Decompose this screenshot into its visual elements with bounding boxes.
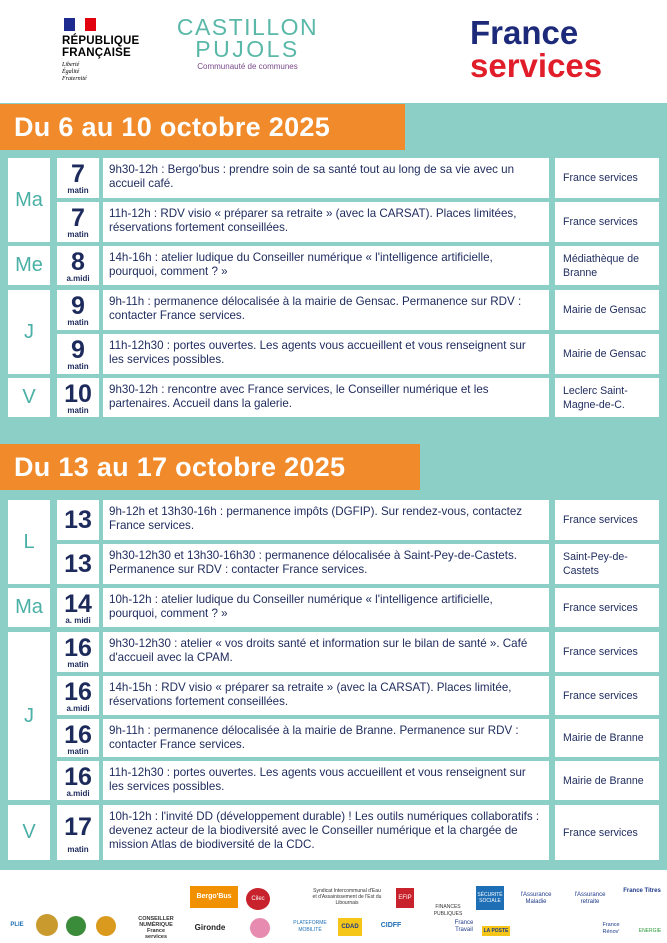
date-cell bbox=[57, 544, 99, 584]
plie-logo: PLIE bbox=[10, 922, 24, 928]
date-number: 16 bbox=[64, 763, 92, 791]
event-location: France services bbox=[555, 500, 659, 540]
assurance-maladie-logo: l'Assurance Maladie bbox=[520, 892, 552, 905]
event-location: Mairie de Gensac bbox=[555, 290, 659, 330]
energie-logo: ENERGIE bbox=[638, 928, 662, 934]
date-cell bbox=[57, 588, 99, 627]
event-description: 9h-11h : permanence délocalisée à la mairie de Gensac. Permanence sur RDV : contacter France services. bbox=[103, 290, 549, 330]
event-description: 9h30-12h30 et 13h30-16h30 : permanence délocalisée à Saint-Pey-de-Castets. Permanence sur RDV : contacter France services. bbox=[103, 544, 549, 584]
gironde-logo: Gironde bbox=[194, 923, 226, 932]
date-period: matin bbox=[67, 406, 89, 415]
event-location: France services bbox=[555, 632, 659, 672]
event-location: Saint-Pey-de-Castets bbox=[555, 544, 659, 584]
event-location: Mairie de Gensac bbox=[555, 334, 659, 374]
date-number: 17 bbox=[64, 813, 92, 841]
event-location: Médiathèque de Branne bbox=[555, 246, 659, 285]
event-location: France services bbox=[555, 202, 659, 242]
date-cell bbox=[57, 719, 99, 757]
date-cell bbox=[57, 761, 99, 800]
fs-line2: services bbox=[470, 47, 603, 84]
week-title: Du 13 au 17 octobre 2025 bbox=[0, 444, 420, 490]
assurance-retraite-logo: l'Assurance retraite bbox=[574, 892, 606, 905]
cp-line2: PUJOLS bbox=[195, 36, 300, 62]
date-number: 16 bbox=[64, 634, 92, 662]
event-description: 10h-12h : l'invité DD (développement durable) ! Les outils numériques collaboratifs : devenez acteur de la biodiversité avec le Conseiller numérique et la chargée de mission Atlas de biodiversité de la CDC. bbox=[103, 805, 549, 860]
event-location: Mairie de Branne bbox=[555, 761, 659, 800]
event-location: Leclerc Saint-Magne-de-C. bbox=[555, 378, 659, 417]
day-label: V bbox=[8, 378, 50, 417]
event-description: 9h30-12h : Bergo'bus : prendre soin de sa santé tout au long de sa vie avec un accueil café. bbox=[103, 158, 549, 198]
date-number: 7 bbox=[71, 204, 85, 232]
event-description: 14h-15h : RDV visio « préparer sa retraite » (avec la CARSAT). Places limitée, réservations fortement conseillées. bbox=[103, 676, 549, 715]
partner-badge-icon bbox=[36, 914, 58, 936]
day-label: Ma bbox=[8, 158, 50, 242]
cdad-logo: CDAD bbox=[338, 918, 362, 936]
date-number: 7 bbox=[71, 160, 85, 188]
date-period: matin bbox=[67, 318, 89, 327]
day-label: L bbox=[8, 500, 50, 584]
la-poste-logo: LA POSTE bbox=[483, 928, 509, 934]
date-cell bbox=[57, 500, 99, 540]
rf-motto2: Égalité bbox=[62, 69, 80, 75]
conseiller-numerique-logo: CONSEILLER NUMÉRIQUE France services bbox=[138, 916, 174, 940]
partner-badge-icon bbox=[250, 918, 270, 938]
date-cell bbox=[57, 202, 99, 242]
event-location: France services bbox=[555, 676, 659, 715]
date-period: matin bbox=[67, 186, 89, 195]
header bbox=[0, 0, 667, 98]
day-label: J bbox=[8, 632, 50, 800]
syndicat-eau-logo: Syndicat Intercommunal d'Eau et d'Assainissement de l'Est du Libournais bbox=[312, 888, 382, 906]
date-cell bbox=[57, 632, 99, 672]
rf-motto3: Fraternité bbox=[62, 76, 87, 82]
event-description: 9h-11h : permanence délocalisée à la mairie de Branne. Permanence sur RDV : contacter France services. bbox=[103, 719, 549, 757]
day-label: Ma bbox=[8, 588, 50, 627]
france-titres-logo: France Titres bbox=[623, 888, 661, 894]
date-number: 10 bbox=[64, 380, 92, 408]
event-description: 9h-12h et 13h30-16h : permanence impôts (DGFIP). Sur rendez-vous, contactez France services. bbox=[103, 500, 549, 540]
cp-line1: CASTILLON bbox=[176, 14, 319, 40]
cilec-logo: Cilec bbox=[246, 888, 270, 910]
date-period: a.midi bbox=[66, 789, 90, 798]
france-renov-logo: France Rénov' bbox=[602, 922, 620, 935]
date-cell bbox=[57, 805, 99, 860]
fs-line1: France bbox=[470, 14, 579, 51]
event-location: France services bbox=[555, 805, 659, 860]
day-label: J bbox=[8, 290, 50, 374]
date-period: matin bbox=[67, 747, 89, 756]
event-location: France services bbox=[555, 588, 659, 627]
date-cell bbox=[57, 290, 99, 330]
event-description: 9h30-12h : rencontre avec France services, le Conseiller numérique et les partenaires. Accueil dans la galerie. bbox=[103, 378, 549, 417]
plateforme-mobilite-logo: PLATEFORME MOBILITÉ bbox=[293, 920, 327, 933]
date-number: 16 bbox=[64, 678, 92, 706]
week-title: Du 6 au 10 octobre 2025 bbox=[0, 104, 405, 150]
event-description: 9h30-12h30 : atelier « vos droits santé et information sur le bilan de santé ». Café d'accueil avec la CPAM. bbox=[103, 632, 549, 672]
date-period: a. midi bbox=[65, 616, 91, 625]
day-label: V bbox=[8, 805, 50, 860]
france-services-logo bbox=[470, 16, 640, 82]
date-cell bbox=[57, 158, 99, 198]
french-flag-icon bbox=[64, 18, 96, 31]
date-number: 9 bbox=[71, 336, 85, 364]
bergobus-logo: Bergo'Bus bbox=[190, 886, 238, 908]
securite-sociale-logo: SÉCURITÉ SOCIALE bbox=[476, 886, 504, 910]
date-number: 13 bbox=[64, 550, 92, 578]
event-description: 11h-12h30 : portes ouvertes. Les agents vous accueillent et vous renseignent sur les services possibles. bbox=[103, 334, 549, 374]
date-number: 9 bbox=[71, 292, 85, 320]
rf-line1: RÉPUBLIQUE bbox=[62, 35, 140, 47]
cidff-logo: CIDFF bbox=[380, 922, 402, 929]
date-number: 8 bbox=[71, 248, 85, 276]
cp-line3: Communauté de communes bbox=[197, 62, 298, 71]
date-cell bbox=[57, 334, 99, 374]
event-description: 10h-12h : atelier ludique du Conseiller numérique « l'intelligence artificielle, pourquoi, comment ? » bbox=[103, 588, 549, 627]
rf-motto1: Liberté bbox=[62, 62, 80, 68]
event-description: 14h-16h : atelier ludique du Conseiller numérique « l'intelligence artificielle, pourquoi, comment ? » bbox=[103, 246, 549, 285]
date-period: matin bbox=[67, 845, 89, 854]
efip-logo: EFIP bbox=[396, 888, 414, 908]
france-travail-logo: France Travail bbox=[454, 920, 474, 933]
date-number: 14 bbox=[64, 590, 92, 618]
castillon-pujols-logo bbox=[165, 16, 330, 71]
date-number: 16 bbox=[64, 721, 92, 749]
partner-badge-icon bbox=[66, 916, 86, 936]
partner-logos bbox=[0, 880, 667, 943]
event-description: 11h-12h30 : portes ouvertes. Les agents vous accueillent et vous renseignent sur les services possibles. bbox=[103, 761, 549, 800]
republique-francaise-logo bbox=[62, 18, 152, 83]
finances-publiques-logo: FINANCES PUBLIQUES bbox=[433, 904, 463, 917]
event-description: 11h-12h : RDV visio « préparer sa retraite » (avec la CARSAT). Places limitées, réservations fortement conseillées. bbox=[103, 202, 549, 242]
date-cell bbox=[57, 676, 99, 715]
event-location: Mairie de Branne bbox=[555, 719, 659, 757]
date-period: a.midi bbox=[66, 274, 90, 283]
date-period: matin bbox=[67, 230, 89, 239]
date-number: 13 bbox=[64, 506, 92, 534]
day-label: Me bbox=[8, 246, 50, 285]
date-period: matin bbox=[67, 660, 89, 669]
partner-badge-icon bbox=[96, 916, 116, 936]
date-period: matin bbox=[67, 362, 89, 371]
date-cell bbox=[57, 246, 99, 285]
rf-line2: FRANÇAISE bbox=[62, 47, 131, 59]
date-cell bbox=[57, 378, 99, 417]
date-period: a.midi bbox=[66, 704, 90, 713]
event-location: France services bbox=[555, 158, 659, 198]
